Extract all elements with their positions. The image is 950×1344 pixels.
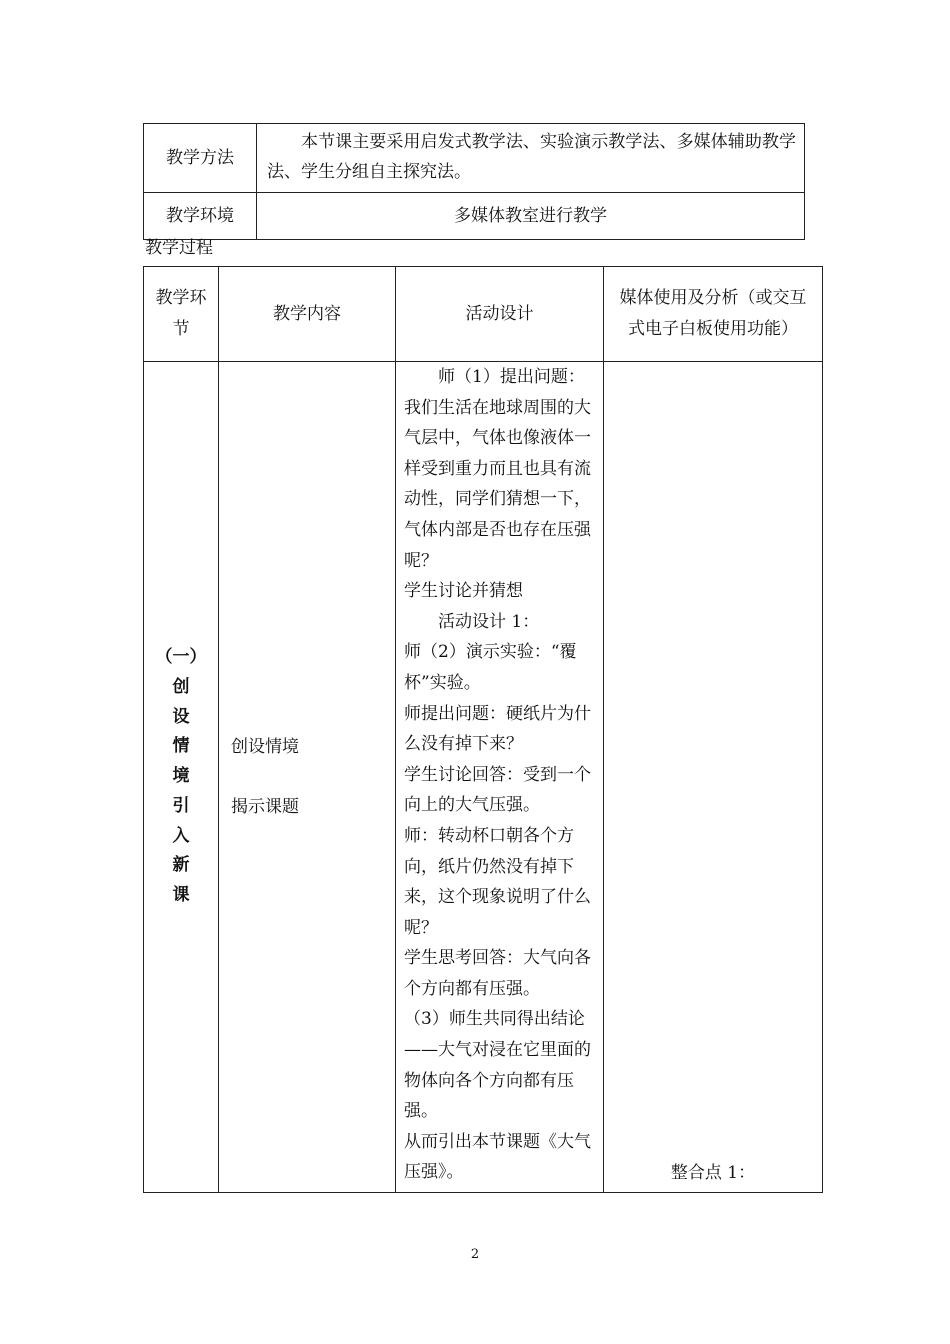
process-header-row bbox=[144, 267, 823, 362]
stage-char: 引 bbox=[172, 795, 190, 816]
activity-paragraph: 学生讨论回答：受到一个向上的大气压强。 bbox=[404, 764, 591, 816]
activity-paragraph: 我们生活在地球周围的大气层中，气体也像液体一样受到重力而且也具有流动性，同学们猜想一下，气体内部是否也存在压强呢？ bbox=[404, 397, 591, 571]
process-row-1 bbox=[144, 362, 823, 1193]
stage-char: 情 bbox=[172, 736, 190, 757]
teaching-info-table bbox=[143, 123, 805, 240]
activity-paragraph: 师（2）演示实验：“覆杯”实验。 bbox=[404, 642, 577, 693]
page-number: 2 bbox=[470, 1247, 480, 1262]
stage-cell bbox=[144, 362, 219, 1193]
header-content: 教学内容 bbox=[219, 267, 396, 362]
content-item: 创设情境 bbox=[231, 737, 299, 757]
activity-paragraph: 活动设计 1： bbox=[438, 611, 540, 632]
header-media: 媒体使用及分析（或交互式电子白板使用功能） bbox=[604, 267, 823, 362]
teaching-environment-label: 教学环境 bbox=[144, 193, 257, 240]
content-item: 揭示课题 bbox=[231, 797, 299, 817]
teaching-environment-row bbox=[144, 193, 805, 240]
stage-char: 课 bbox=[172, 884, 190, 905]
header-stage-line2: 节 bbox=[172, 319, 190, 339]
teaching-method-label: 教学方法 bbox=[144, 124, 257, 193]
activity-paragraph: 学生讨论并猜想 bbox=[404, 581, 523, 602]
activity-paragraph: 师（1）提出问题： bbox=[438, 367, 585, 387]
teaching-method-row bbox=[144, 124, 805, 193]
stage-char: 新 bbox=[172, 855, 190, 876]
content-cell bbox=[219, 362, 396, 1193]
media-cell bbox=[604, 362, 823, 1193]
teaching-method-text: 本节课主要采用启发式教学法、实验演示教学法、多媒体辅助教学法、学生分组自主探究法。 bbox=[257, 124, 805, 193]
activity-paragraph: 从而引出本节课题《大气压强》。 bbox=[404, 1131, 591, 1183]
teaching-process-table bbox=[143, 266, 823, 1193]
header-stage-line1: 教学环 bbox=[155, 288, 207, 308]
header-stage bbox=[144, 267, 219, 362]
activity-paragraph: 师提出问题：硬纸片为什么没有掉下来？ bbox=[404, 703, 591, 755]
stage-char: 入 bbox=[172, 825, 190, 846]
activity-paragraph: （3）师生共同得出结论——大气对浸在它里面的物体向各个方向都有压强。 bbox=[404, 1009, 591, 1122]
activity-paragraph: 学生思考回答：大气向各个方向都有压强。 bbox=[404, 948, 591, 999]
stage-number: （一） bbox=[155, 647, 207, 668]
stage-char: 创 bbox=[172, 677, 190, 698]
media-note: 整合点 1： bbox=[670, 1163, 756, 1183]
activity-paragraph: 师：转动杯口朝各个方向，纸片仍然没有掉下来，这个现象说明了什么呢？ bbox=[404, 825, 591, 938]
stage-char: 境 bbox=[172, 766, 190, 787]
teaching-environment-text: 多媒体教室进行教学 bbox=[257, 193, 805, 240]
activity-cell bbox=[396, 362, 604, 1193]
header-activity: 活动设计 bbox=[396, 267, 604, 362]
stage-char: 设 bbox=[172, 706, 190, 727]
process-section-title: 教学过程 bbox=[145, 238, 213, 258]
